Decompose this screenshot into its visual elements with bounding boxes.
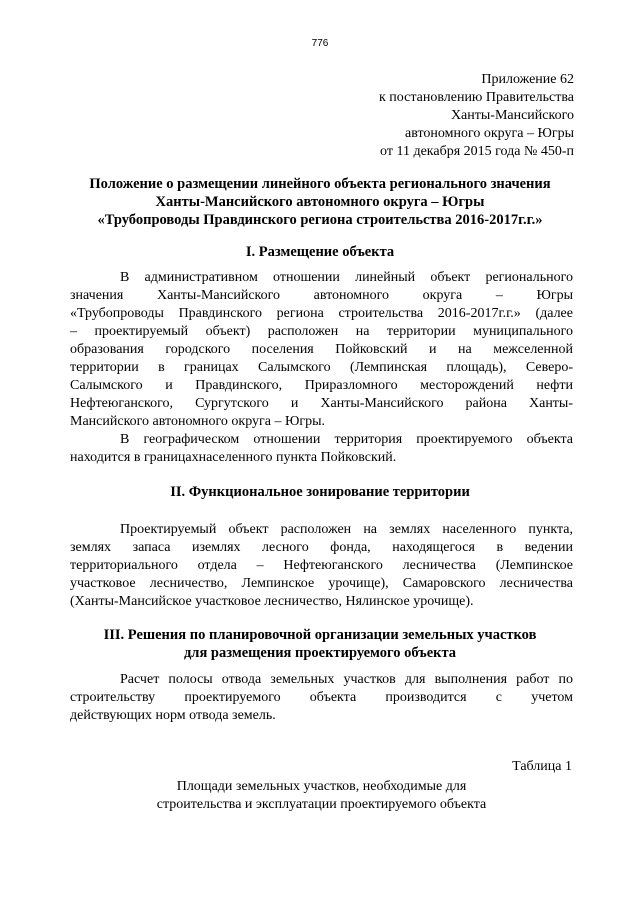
title-line: Положение о размещении линейного объекта регионального значения — [89, 176, 551, 192]
caption-line: строительства и эксплуатации проектируемого объекта — [156, 797, 487, 812]
paragraph-line: В географическом отношении территория проектируемого объекта — [120, 432, 573, 447]
paragraph-line: землях запаса иземлях лесного фонда, находящегося в ведении — [70, 540, 573, 555]
document-title — [70, 175, 570, 229]
heading-line: для размещения проектируемого объекта — [183, 645, 457, 661]
section-1-heading: I. Размещение объекта — [245, 244, 395, 260]
paragraph-line: действующих норм отвода земель. — [70, 708, 276, 723]
appendix-line: Приложение 62 — [481, 72, 574, 87]
section-1-paragraph-2 — [70, 431, 573, 467]
section-3-heading — [70, 626, 570, 662]
paragraph-line: строительству проектируемого объекта производится с учетом — [70, 690, 573, 705]
paragraph-line: «Трубопроводы Правдинского региона строительства 2016-2017г.г.» (далее — [70, 306, 573, 321]
paragraph-line: Проектируемый объект расположен на землях населенного пункта, — [120, 522, 573, 537]
paragraph-line: – проектируемый объект) расположен на территории муниципального — [70, 324, 573, 339]
title-line: Ханты-Мансийского автономного округа – Югры — [155, 194, 485, 210]
appendix-line: к постановлению Правительства — [378, 90, 574, 105]
paragraph-line: участковое лесничество, Лемпинское урочище), Самаровского лесничества — [70, 576, 573, 591]
appendix-block — [274, 71, 574, 161]
page-number: 776 — [311, 38, 329, 49]
table-caption — [70, 778, 573, 814]
paragraph-line: Салымского и Правдинского, Приразломного месторождений нефти — [70, 378, 573, 393]
table-label: Таблица 1 — [512, 759, 572, 774]
paragraph-line: Мансийского автономного округа – Югры. — [70, 414, 326, 429]
paragraph-line: Нефтеюганского, Сургутского и Ханты-Мансийского района Ханты- — [70, 396, 573, 411]
paragraph-line: территории в границах Салымского (Лемпинская площадь), Северо- — [70, 360, 573, 375]
paragraph-line: находится в границахнаселенного пункта Пойковский. — [70, 450, 397, 465]
paragraph-line: Расчет полосы отвода земельных участков для выполнения работ по — [120, 672, 573, 687]
paragraph-line: значения Ханты-Мансийского автономного округа – Югры — [70, 288, 573, 303]
appendix-line: Ханты-Мансийского — [450, 108, 574, 123]
section-1-paragraph-1 — [70, 269, 573, 431]
section-2-paragraph-1 — [70, 521, 573, 611]
paragraph-line: В административном отношении линейный объект регионального — [120, 270, 573, 285]
paragraph-line: образования городского поселения Пойковский и на межселенной — [70, 342, 573, 357]
paragraph-line: (Ханты-Мансийское участковое лесничество, Нялинское урочище). — [70, 594, 474, 609]
section-3-paragraph-1 — [70, 671, 573, 725]
title-line: «Трубопроводы Правдинского региона строительства 2016-2017г.г.» — [97, 212, 543, 228]
caption-line: Площади земельных участков, необходимые для — [176, 779, 467, 794]
section-2-heading: II. Функциональное зонирование территории — [170, 484, 470, 500]
heading-line: III. Решения по планировочной организации земельных участков — [103, 627, 537, 643]
paragraph-line: территориального отдела – Нефтеюганского лесничества (Лемпинское — [70, 558, 573, 573]
appendix-line: от 11 декабря 2015 года № 450-п — [380, 144, 574, 159]
appendix-line: автономного округа – Югры — [405, 126, 574, 141]
